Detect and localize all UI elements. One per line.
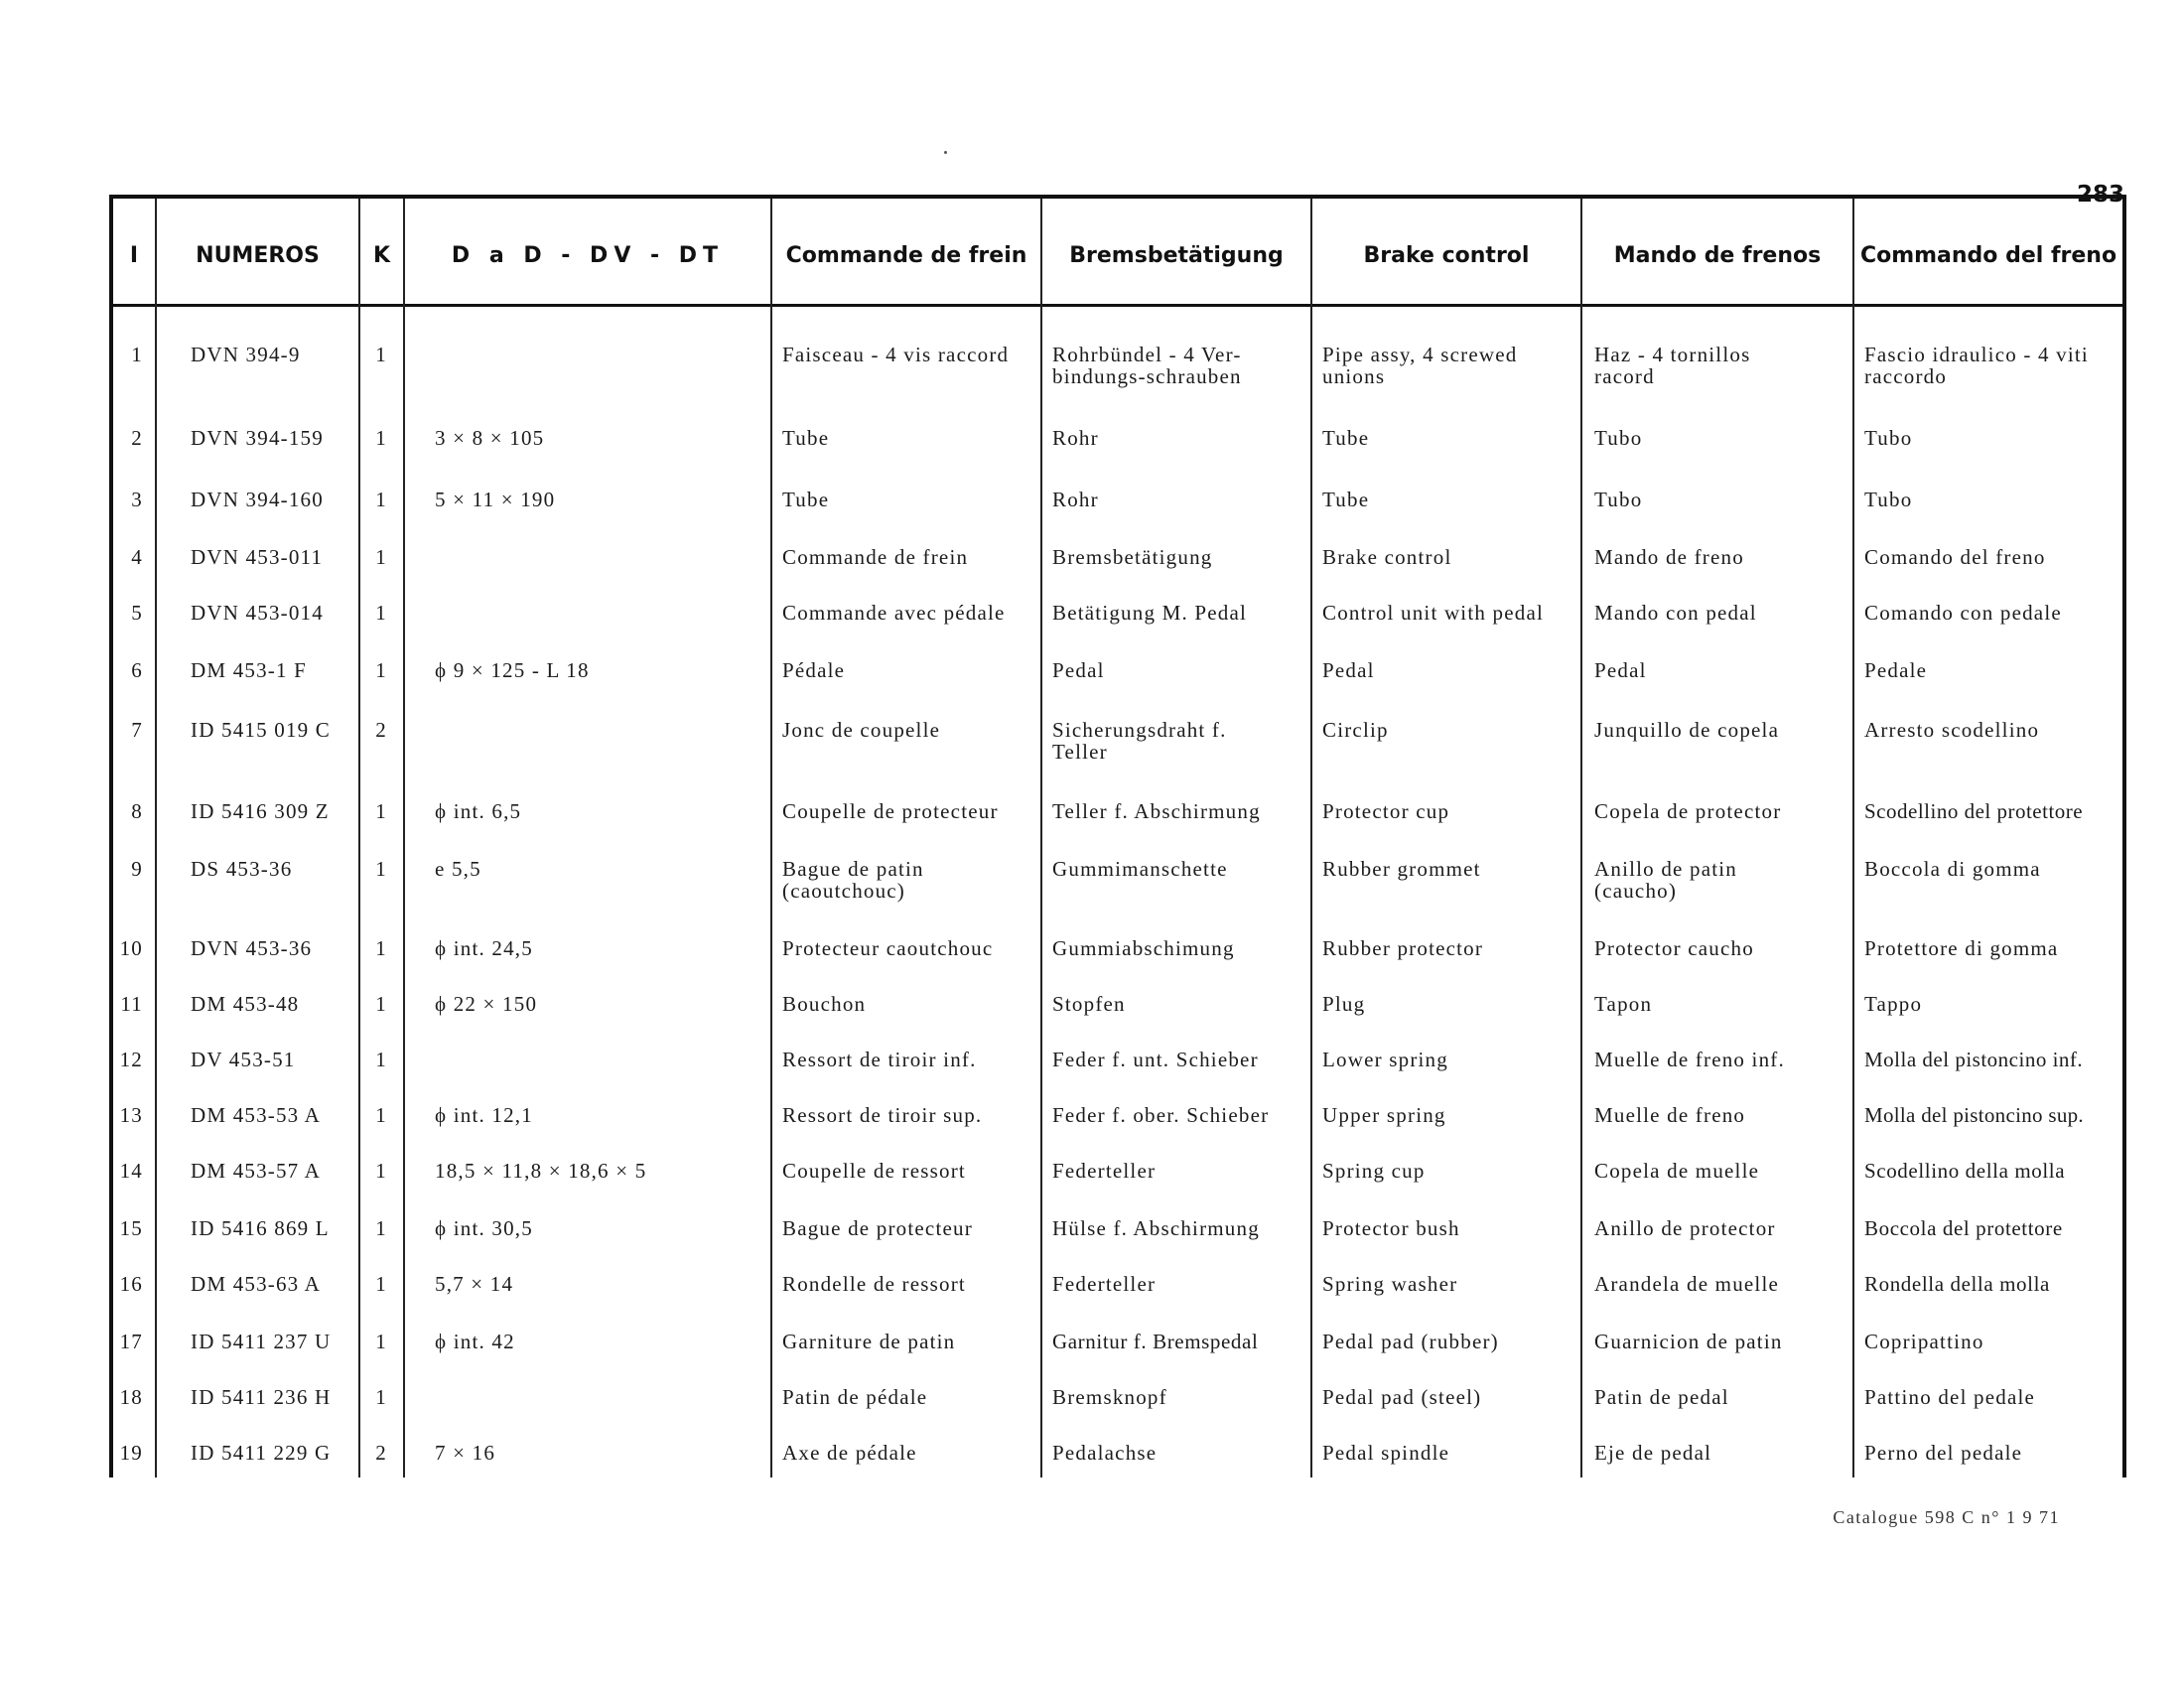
part-quantity: 1 (375, 343, 387, 366)
part-dimensions: ϕ int. 6,5 (435, 799, 522, 823)
part-quantity: 1 (375, 992, 387, 1016)
header-french: Commande de frein (785, 242, 1027, 268)
desc-italian: Fascio idraulico - 4 viti raccordo (1864, 343, 2089, 388)
desc-english: Protector cup (1322, 799, 1450, 823)
part-number: ID 5411 236 H (191, 1385, 332, 1409)
desc-spanish: Guarnicion de patin (1594, 1330, 1783, 1353)
row-index: 7 (131, 718, 143, 742)
part-dimensions: ϕ 22 × 150 (435, 992, 538, 1016)
desc-spanish: Muelle de freno (1594, 1103, 1746, 1127)
part-dimensions: 18,5 × 11,8 × 18,6 × 5 (435, 1159, 647, 1183)
desc-german: Gummimanschette (1052, 857, 1228, 881)
part-dimensions: ϕ int. 42 (435, 1330, 515, 1353)
desc-english: Tube (1322, 488, 1370, 511)
part-number: DVN 453-014 (191, 601, 324, 625)
desc-italian: Tubo (1864, 488, 1913, 511)
desc-german: Sicherungsdraht f. Teller (1052, 718, 1227, 764)
desc-english: Rubber grommet (1322, 857, 1481, 881)
part-number: ID 5411 237 U (191, 1330, 332, 1353)
row-index: 17 (119, 1330, 143, 1353)
desc-italian: Comando del freno (1864, 545, 2046, 569)
row-index: 5 (131, 601, 143, 625)
part-quantity: 1 (375, 1216, 387, 1240)
part-dimensions: ϕ 9 × 125 - L 18 (435, 658, 590, 682)
part-number: DM 453-48 (191, 992, 300, 1016)
row-index: 18 (119, 1385, 143, 1409)
column-divider (155, 199, 157, 1477)
desc-english: Spring cup (1322, 1159, 1426, 1183)
desc-italian: Scodellino del protettore (1864, 799, 2084, 823)
part-quantity: 1 (375, 601, 387, 625)
desc-german: Teller f. Abschirmung (1052, 799, 1261, 823)
part-number: DVN 453-011 (191, 545, 324, 569)
desc-german: Garnitur f. Bremspedal (1052, 1330, 1259, 1353)
desc-spanish: Pedal (1594, 658, 1647, 682)
desc-english: Pedal (1322, 658, 1375, 682)
desc-french: Jonc de coupelle (782, 718, 941, 742)
desc-english: Pipe assy, 4 screwed unions (1322, 343, 1518, 388)
desc-italian: Tappo (1864, 992, 1923, 1016)
part-quantity: 1 (375, 658, 387, 682)
desc-italian: Pedale (1864, 658, 1928, 682)
desc-italian: Comando con pedale (1864, 601, 2062, 625)
desc-english: Lower spring (1322, 1048, 1448, 1071)
desc-italian: Protettore di gomma (1864, 936, 2059, 960)
desc-german: Rohr (1052, 488, 1099, 511)
desc-spanish: Mando de freno (1594, 545, 1744, 569)
row-index: 2 (131, 426, 143, 450)
desc-french: Tube (782, 426, 830, 450)
part-dimensions: 3 × 8 × 105 (435, 426, 545, 450)
part-number: DM 453-53 A (191, 1103, 322, 1127)
desc-english: Rubber protector (1322, 936, 1484, 960)
desc-german: Pedalachse (1052, 1441, 1158, 1465)
row-index: 3 (131, 488, 143, 511)
part-quantity: 1 (375, 1103, 387, 1127)
part-dimensions: ϕ int. 12,1 (435, 1103, 533, 1127)
desc-french: Coupelle de protecteur (782, 799, 999, 823)
desc-italian: Boccola del protettore (1864, 1216, 2063, 1240)
desc-italian: Rondella della molla (1864, 1272, 2050, 1296)
part-number: DM 453-57 A (191, 1159, 322, 1183)
desc-italian: Molla del pistoncino inf. (1864, 1048, 2084, 1071)
part-number: DS 453-36 (191, 857, 293, 881)
row-index: 19 (119, 1441, 143, 1465)
desc-french: Axe de pédale (782, 1441, 917, 1465)
row-index: 16 (119, 1272, 143, 1296)
row-index: 4 (131, 545, 143, 569)
desc-french: Garniture de patin (782, 1330, 956, 1353)
header-index: I (129, 242, 139, 268)
desc-german: Bremsknopf (1052, 1385, 1167, 1409)
header-italian: Commando del freno (1859, 242, 2117, 268)
part-dimensions: 7 × 16 (435, 1441, 496, 1465)
part-number: ID 5416 869 L (191, 1216, 330, 1240)
header-german: Bremsbetätigung (1069, 242, 1284, 268)
part-number: DVN 394-159 (191, 426, 324, 450)
row-index: 9 (131, 857, 143, 881)
part-quantity: 2 (375, 718, 387, 742)
part-dimensions: 5 × 11 × 190 (435, 488, 556, 511)
part-number: DM 453-1 F (191, 658, 308, 682)
desc-german: Stopfen (1052, 992, 1126, 1016)
row-index: 14 (119, 1159, 143, 1183)
desc-italian: Pattino del pedale (1864, 1385, 2036, 1409)
part-quantity: 1 (375, 1048, 387, 1071)
desc-english: Tube (1322, 426, 1370, 450)
desc-spanish: Tubo (1594, 488, 1643, 511)
desc-french: Tube (782, 488, 830, 511)
row-index: 11 (120, 992, 143, 1016)
catalogue-reference: Catalogue 598 C n° 1 9 71 (1833, 1507, 2060, 1527)
part-quantity: 1 (375, 545, 387, 569)
desc-english: Control unit with pedal (1322, 601, 1544, 625)
row-index: 13 (119, 1103, 143, 1127)
part-number: ID 5416 309 Z (191, 799, 330, 823)
desc-french: Faisceau - 4 vis raccord (782, 343, 1010, 366)
desc-italian: Arresto scodellino (1864, 718, 2040, 742)
stray-mark (944, 151, 947, 154)
desc-french: Bague de patin (caoutchouc) (782, 857, 924, 903)
desc-german: Hülse f. Abschirmung (1052, 1216, 1260, 1240)
part-quantity: 1 (375, 426, 387, 450)
desc-english: Protector bush (1322, 1216, 1460, 1240)
page-number: 283 (2076, 182, 2124, 208)
desc-german: Gummiabschimung (1052, 936, 1235, 960)
desc-spanish: Copela de muelle (1594, 1159, 1760, 1183)
desc-french: Patin de pédale (782, 1385, 928, 1409)
part-quantity: 2 (375, 1441, 387, 1465)
part-number: ID 5411 229 G (191, 1441, 332, 1465)
desc-german: Rohr (1052, 426, 1099, 450)
desc-french: Pédale (782, 658, 846, 682)
desc-spanish: Anillo de patin (caucho) (1594, 857, 1737, 903)
part-quantity: 1 (375, 488, 387, 511)
desc-english: Plug (1322, 992, 1366, 1016)
desc-italian: Copripattino (1864, 1330, 1984, 1353)
desc-french: Coupelle de ressort (782, 1159, 966, 1183)
header-quantity: K (372, 242, 391, 268)
desc-italian: Scodellino della molla (1864, 1159, 2066, 1183)
desc-spanish: Haz - 4 tornillos racord (1594, 343, 1751, 388)
desc-english: Pedal pad (steel) (1322, 1385, 1482, 1409)
desc-german: Feder f. unt. Schieber (1052, 1048, 1259, 1071)
desc-french: Ressort de tiroir inf. (782, 1048, 977, 1071)
desc-italian: Tubo (1864, 426, 1913, 450)
column-divider (403, 199, 405, 1477)
desc-german: Bremsbetätigung (1052, 545, 1213, 569)
desc-german: Betätigung M. Pedal (1052, 601, 1248, 625)
header-divider (113, 304, 2122, 307)
part-quantity: 1 (375, 1385, 387, 1409)
desc-spanish: Anillo de protector (1594, 1216, 1776, 1240)
part-dimensions: e 5,5 (435, 857, 481, 881)
desc-french: Rondelle de ressort (782, 1272, 966, 1296)
desc-french: Ressort de tiroir sup. (782, 1103, 983, 1127)
row-index: 12 (119, 1048, 143, 1071)
desc-german: Federteller (1052, 1159, 1157, 1183)
desc-english: Pedal spindle (1322, 1441, 1450, 1465)
desc-german: Pedal (1052, 658, 1105, 682)
part-quantity: 1 (375, 1272, 387, 1296)
part-quantity: 1 (375, 799, 387, 823)
desc-spanish: Arandela de muelle (1594, 1272, 1780, 1296)
part-dimensions: 5,7 × 14 (435, 1272, 514, 1296)
desc-italian: Molla del pistoncino sup. (1864, 1103, 2084, 1127)
desc-spanish: Eje de pedal (1594, 1441, 1712, 1465)
desc-english: Spring washer (1322, 1272, 1458, 1296)
header-english: Brake control (1363, 242, 1530, 268)
part-number: DVN 453-36 (191, 936, 313, 960)
row-index: 10 (119, 936, 143, 960)
part-number: DVN 394-9 (191, 343, 301, 366)
part-quantity: 1 (375, 936, 387, 960)
part-dimensions: ϕ int. 24,5 (435, 936, 533, 960)
part-quantity: 1 (375, 1159, 387, 1183)
row-index: 6 (131, 658, 143, 682)
desc-german: Federteller (1052, 1272, 1157, 1296)
part-quantity: 1 (375, 857, 387, 881)
part-quantity: 1 (375, 1330, 387, 1353)
desc-french: Commande avec pédale (782, 601, 1006, 625)
desc-english: Pedal pad (rubber) (1322, 1330, 1499, 1353)
desc-german: Feder f. ober. Schieber (1052, 1103, 1270, 1127)
desc-french: Commande de frein (782, 545, 969, 569)
desc-spanish: Tubo (1594, 426, 1643, 450)
desc-italian: Perno del pedale (1864, 1441, 2023, 1465)
header-numeros: NUMEROS (196, 242, 320, 268)
desc-french: Bouchon (782, 992, 867, 1016)
desc-spanish: Copela de protector (1594, 799, 1782, 823)
desc-english: Upper spring (1322, 1103, 1446, 1127)
part-number: DVN 394-160 (191, 488, 324, 511)
desc-english: Brake control (1322, 545, 1452, 569)
desc-spanish: Patin de pedal (1594, 1385, 1729, 1409)
desc-english: Circlip (1322, 718, 1389, 742)
part-dimensions: ϕ int. 30,5 (435, 1216, 533, 1240)
desc-german: Rohrbündel - 4 Ver-bindungs-schrauben (1052, 343, 1242, 388)
desc-italian: Boccola di gomma (1864, 857, 2041, 881)
desc-spanish: Protector caucho (1594, 936, 1754, 960)
desc-spanish: Tapon (1594, 992, 1653, 1016)
part-number: ID 5415 019 C (191, 718, 332, 742)
part-number: DV 453-51 (191, 1048, 296, 1071)
header-dimensions: D a D - DV - DT (451, 242, 725, 268)
row-index: 1 (131, 343, 143, 366)
header-spanish: Mando de frenos (1613, 242, 1822, 268)
desc-french: Protecteur caoutchouc (782, 936, 994, 960)
desc-spanish: Mando con pedal (1594, 601, 1757, 625)
row-index: 8 (131, 799, 143, 823)
desc-spanish: Muelle de freno inf. (1594, 1048, 1785, 1071)
desc-spanish: Junquillo de copela (1594, 718, 1780, 742)
desc-french: Bague de protecteur (782, 1216, 973, 1240)
part-number: DM 453-63 A (191, 1272, 322, 1296)
row-index: 15 (119, 1216, 143, 1240)
